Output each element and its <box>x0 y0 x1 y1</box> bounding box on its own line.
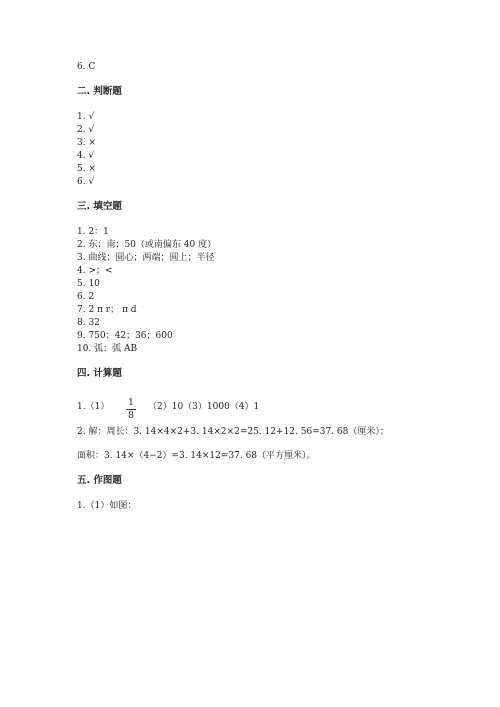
fill-blank-answer-3: 3. 曲线；圆心；两端；圆上；半径 <box>77 253 215 263</box>
fill-blank-answer-10: 10. 弧；弧 AB <box>77 344 138 354</box>
judgement-answer-1: 1. √ <box>77 112 95 122</box>
calc-answer-2-perimeter: 2. 解：周长：3. 14×4×2+3. 14×2×2=25. 12+12. 56=37. 68（厘米）； <box>77 427 389 437</box>
fill-blank-answer-8: 8. 32 <box>77 318 100 328</box>
fill-blank-answer-4: 4. >；< <box>77 266 113 276</box>
section-heading-judgement: 二. 判断题 <box>77 86 122 97</box>
calc-answer-1-prefix: 1.（1） <box>77 402 110 412</box>
section-heading-calculation: 四. 计算题 <box>77 368 122 379</box>
fill-blank-answer-9: 9. 750；42；36；600 <box>77 331 173 341</box>
fraction-bar <box>126 409 136 410</box>
calc-answer-1-rest: （2）10（3）1000（4）1 <box>148 402 260 412</box>
judgement-answer-4: 4. √ <box>77 151 95 161</box>
section-heading-drawing: 五. 作图题 <box>77 475 122 486</box>
fraction-numerator: 1 <box>128 398 134 408</box>
fill-blank-answer-1: 1. 2：1 <box>77 227 109 237</box>
calc-answer-2-area: 面积：3. 14×（4−2）=3. 14×12=37. 68（平方厘米）。 <box>77 451 316 461</box>
answer-6-c: 6. C <box>77 62 96 72</box>
fill-blank-answer-6: 6. 2 <box>77 292 95 302</box>
fill-blank-answer-5: 5. 10 <box>77 279 100 289</box>
judgement-answer-3: 3. × <box>77 138 96 148</box>
fill-blank-answer-7: 7. 2 π r； π d <box>77 305 137 315</box>
judgement-answer-6: 6. √ <box>77 177 95 187</box>
fill-blank-answer-2: 2. 东；南；50（或南偏东 40 度） <box>77 240 217 250</box>
fraction-denominator: 8 <box>128 411 134 421</box>
calc-answer-1-fraction <box>126 398 136 421</box>
drawing-answer-1: 1.（1）如图： <box>77 501 137 511</box>
section-heading-fill-blank: 三. 填空题 <box>77 201 122 212</box>
judgement-answer-2: 2. √ <box>77 125 95 135</box>
judgement-answer-5: 5. × <box>77 164 96 174</box>
